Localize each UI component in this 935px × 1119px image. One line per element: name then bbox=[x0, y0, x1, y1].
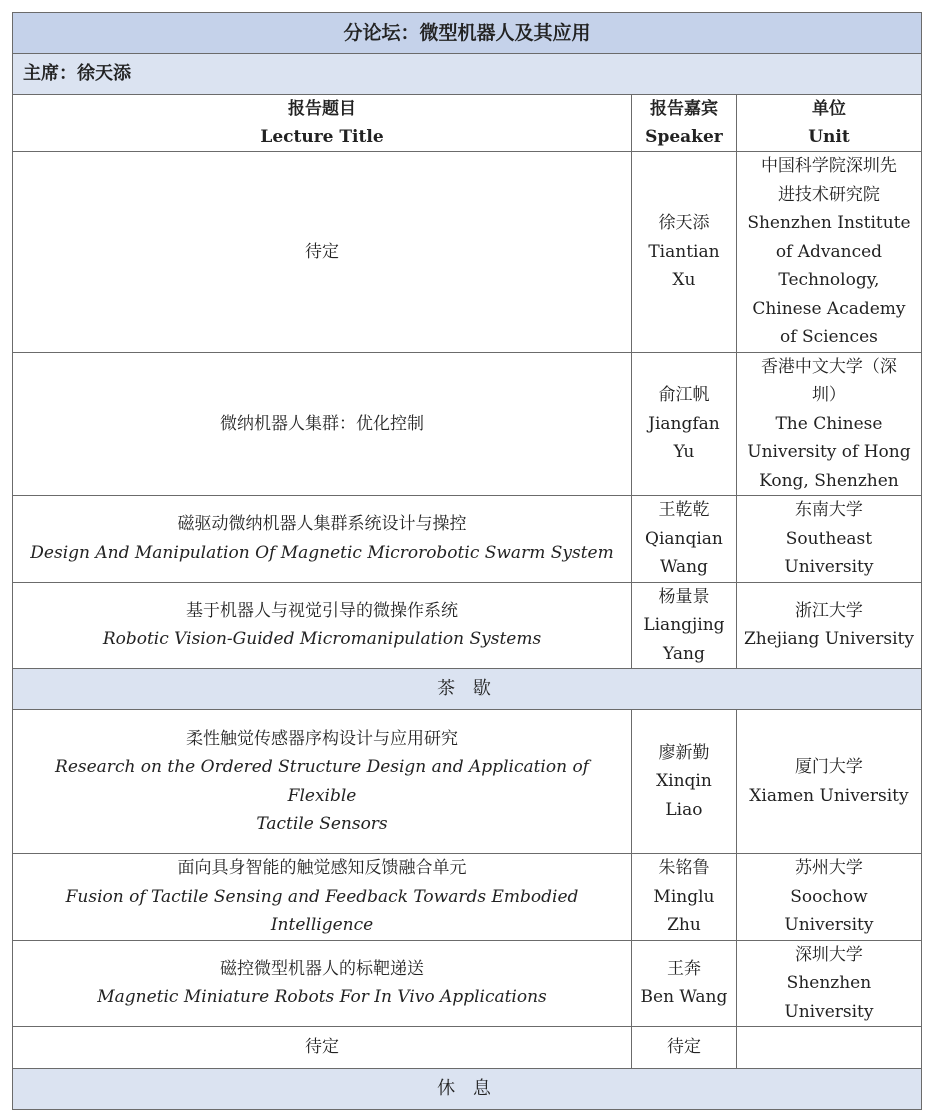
forum-title: 分论坛：微型机器人及其应用 bbox=[13, 13, 922, 54]
speaker-cell bbox=[632, 710, 737, 854]
lecture-title-cell bbox=[13, 710, 632, 854]
lecture-title-en: Design And Manipulation Of Magnetic Microrobotic Swarm System bbox=[30, 542, 614, 563]
speaker-line: Xinqin bbox=[656, 771, 712, 792]
speaker-line: Wang bbox=[659, 557, 708, 577]
speaker-line: 徐天添 bbox=[658, 213, 710, 233]
unit-line: University bbox=[784, 557, 874, 577]
lecture-title-cell bbox=[13, 496, 632, 583]
unit-line: Kong, Shenzhen bbox=[759, 470, 899, 491]
unit-cell bbox=[736, 152, 921, 353]
unit-line: Shenzhen Institute bbox=[747, 213, 911, 233]
column-header-unit bbox=[736, 95, 921, 152]
unit-line: Southeast bbox=[785, 528, 873, 549]
unit-line: University bbox=[784, 915, 874, 935]
lecture-title-en: Fusion of Tactile Sensing and Feedback Towards Embodied Intelligence bbox=[65, 886, 579, 935]
speaker-line: 杨量景 bbox=[658, 586, 710, 607]
rest-row bbox=[13, 1069, 922, 1110]
speaker-line: Minglu bbox=[653, 886, 715, 907]
unit-cell bbox=[736, 710, 921, 854]
speaker-cell bbox=[632, 854, 737, 941]
speaker-line: 待定 bbox=[666, 1037, 701, 1058]
unit-line: University bbox=[784, 1001, 874, 1022]
speaker-line: Tiantian bbox=[648, 241, 720, 262]
speaker-cell bbox=[632, 1027, 737, 1069]
lecture-title-zh: 柔性触觉传感器序构设计与应用研究 bbox=[186, 728, 458, 749]
lecture-title-zh: 磁驱动微纳机器人集群系统设计与操控 bbox=[177, 514, 467, 535]
unit-line: 香港中文大学（深 bbox=[760, 356, 897, 377]
unit-line: 苏州大学 bbox=[794, 858, 863, 878]
speaker-header-zh: 报告嘉宾 bbox=[649, 99, 718, 119]
speaker-line: 王奔 bbox=[666, 958, 701, 979]
lecture-title-zh: 磁控微型机器人的标靶递送 bbox=[220, 958, 424, 979]
title-header-zh: 报告题目 bbox=[288, 99, 356, 119]
unit-line: Zhejiang University bbox=[743, 629, 914, 650]
session-row bbox=[13, 1027, 922, 1069]
unit-line: of Advanced bbox=[775, 241, 883, 262]
speaker-cell bbox=[632, 152, 737, 353]
unit-line: University of Hong bbox=[747, 442, 911, 462]
speaker-line: 俞江帆 bbox=[658, 385, 710, 405]
unit-header-zh: 单位 bbox=[811, 99, 846, 119]
lecture-title-cell bbox=[13, 854, 632, 941]
speaker-header-en: Speaker bbox=[645, 127, 723, 147]
session-row bbox=[13, 352, 922, 496]
unit-line: 厦门大学 bbox=[794, 757, 863, 777]
lecture-title-cell bbox=[13, 940, 632, 1027]
unit-line: 进技术研究院 bbox=[777, 184, 880, 205]
speaker-line: 王乾乾 bbox=[658, 500, 710, 520]
unit-line: Soochow bbox=[790, 886, 868, 907]
speaker-cell bbox=[632, 940, 737, 1027]
speaker-line: Qianqian bbox=[645, 528, 723, 549]
lecture-title-zh: 待定 bbox=[305, 241, 339, 262]
lecture-title-zh: 待定 bbox=[305, 1037, 339, 1058]
speaker-cell bbox=[632, 352, 737, 496]
speaker-cell bbox=[632, 496, 737, 583]
unit-line: 深圳大学 bbox=[794, 944, 863, 965]
forum-title-row bbox=[13, 13, 922, 54]
unit-line: 东南大学 bbox=[794, 500, 863, 520]
unit-cell bbox=[736, 940, 921, 1027]
unit-header-en: Unit bbox=[808, 127, 850, 147]
speaker-line: Yang bbox=[663, 643, 705, 664]
unit-line: 中国科学院深圳先 bbox=[760, 156, 897, 176]
unit-cell bbox=[736, 496, 921, 583]
unit-line: Xiamen University bbox=[749, 785, 909, 806]
unit-cell bbox=[736, 1027, 921, 1069]
unit-line: of Sciences bbox=[780, 327, 878, 347]
session-row bbox=[13, 496, 922, 583]
forum-schedule-table bbox=[12, 12, 922, 1110]
speaker-line: Liao bbox=[665, 799, 703, 820]
column-header-title bbox=[13, 95, 632, 152]
unit-line: 浙江大学 bbox=[794, 600, 863, 621]
unit-line: Shenzhen bbox=[786, 973, 872, 993]
lecture-title-en: Tactile Sensors bbox=[256, 814, 388, 834]
lecture-title-en: Research on the Ordered Structure Design and Application of Flexible bbox=[55, 757, 589, 806]
session-row bbox=[13, 854, 922, 941]
session-row bbox=[13, 152, 922, 353]
speaker-cell bbox=[632, 582, 737, 669]
unit-line: 圳） bbox=[811, 385, 846, 405]
speaker-line: Zhu bbox=[667, 915, 701, 935]
title-header-en: Lecture Title bbox=[260, 127, 384, 147]
lecture-title-en: Robotic Vision-Guided Micromanipulation Systems bbox=[102, 629, 542, 650]
chair-label: 主席：徐天添 bbox=[13, 54, 922, 95]
unit-cell bbox=[736, 854, 921, 941]
rest-label: 休 息 bbox=[13, 1069, 922, 1110]
unit-line: Chinese Academy bbox=[752, 298, 906, 319]
session-row bbox=[13, 582, 922, 669]
speaker-line: 廖新勤 bbox=[658, 742, 710, 763]
unit-cell bbox=[736, 352, 921, 496]
tea-break-row bbox=[13, 669, 922, 710]
speaker-line: 朱铭鲁 bbox=[658, 858, 710, 878]
session-row bbox=[13, 940, 922, 1027]
unit-line: Technology, bbox=[778, 270, 880, 290]
column-header-speaker bbox=[632, 95, 737, 152]
lecture-title-zh: 基于机器人与视觉引导的微操作系统 bbox=[186, 600, 458, 621]
lecture-title-cell bbox=[13, 1027, 632, 1069]
speaker-line: Xu bbox=[672, 270, 696, 290]
column-header-row bbox=[13, 95, 922, 152]
lecture-title-en: Magnetic Miniature Robots For In Vivo Applications bbox=[97, 987, 547, 1008]
speaker-line: Yu bbox=[673, 442, 695, 462]
lecture-title-cell bbox=[13, 152, 632, 353]
tea-break-label: 茶 歇 bbox=[13, 669, 922, 710]
lecture-title-zh: 微纳机器人集群：优化控制 bbox=[220, 413, 424, 434]
lecture-title-cell bbox=[13, 582, 632, 669]
session-row bbox=[13, 710, 922, 854]
unit-cell bbox=[736, 582, 921, 669]
lecture-title-zh: 面向具身智能的触觉感知反馈融合单元 bbox=[177, 858, 467, 878]
chair-row bbox=[13, 54, 922, 95]
unit-line: The Chinese bbox=[775, 413, 883, 434]
speaker-line: Liangjing bbox=[643, 615, 725, 635]
speaker-line: Jiangfan bbox=[648, 413, 720, 434]
speaker-line: Ben Wang bbox=[640, 987, 728, 1008]
lecture-title-cell bbox=[13, 352, 632, 496]
